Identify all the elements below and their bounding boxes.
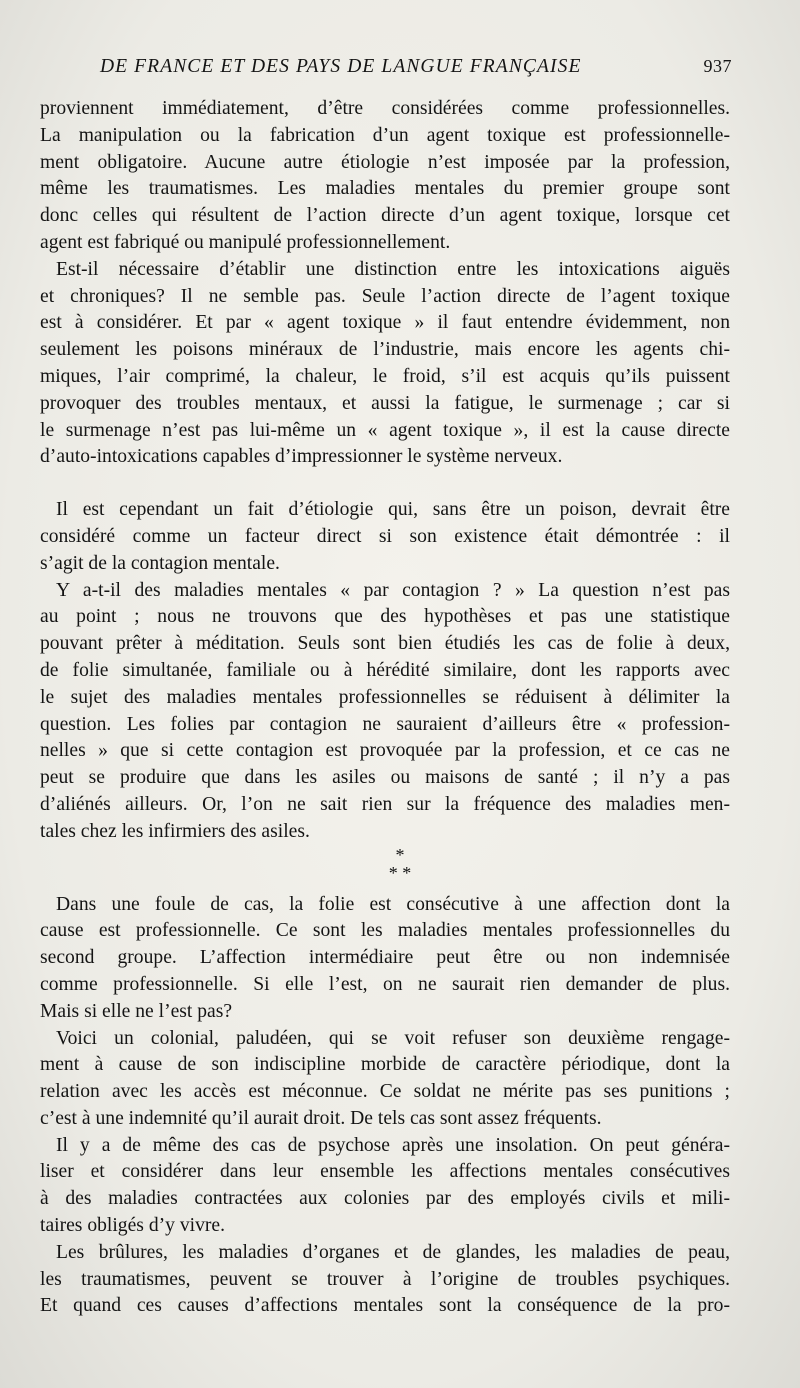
running-title: DE FRANCE ET DES PAYS DE LANGUE FRANÇAISE	[100, 56, 582, 77]
text-line: même les traumatismes. Les maladies mentales du premier groupe sont	[40, 178, 730, 200]
text-line: Et quand ces causes d’affections mentales sont la conséquence de la pro-	[40, 1295, 730, 1317]
text-line: c’est à une indemnité qu’il aurait droit. De tels cas sont assez fréquents.	[40, 1107, 602, 1129]
asterism-bottom: * *	[388, 862, 412, 883]
text-line: Il est cependant un fait d’étiologie qui, sans être un poison, devrait être	[56, 499, 730, 521]
text-line: Dans une foule de cas, la folie est consécutive à une affection dont la	[56, 893, 730, 915]
text-line: Y a-t-il des maladies mentales « par contagion ? » La question n’est pas	[56, 579, 730, 601]
text-line: tales chez les infirmiers des asiles.	[40, 820, 310, 842]
text-line: nelles » que si cette contagion est provoquée par la profession, et ce cas ne	[40, 740, 730, 762]
text-line: agent est fabriqué ou manipulé professionnellement.	[40, 231, 451, 253]
text-line: relation avec les accès est méconnue. Ce soldat ne mérite pas ses punitions ;	[40, 1081, 730, 1103]
paragraph-gap	[40, 471, 730, 497]
text-line: second groupe. L’affection intermédiaire peut être ou non indemnisée	[40, 947, 730, 969]
text-line: Est-il nécessaire d’établir une distinction entre les intoxications aiguës	[56, 258, 730, 280]
text-line: d’aliénés ailleurs. Or, l’on ne sait rien sur la fréquence des maladies men-	[40, 793, 730, 815]
paragraph	[40, 1133, 730, 1240]
text-line: provoquer des troubles mentaux, et aussi la fatigue, le surmenage ; car si	[40, 392, 730, 414]
text-line: Voici un colonial, paludéen, qui se voit refuser son deuxième rengage-	[56, 1027, 730, 1049]
paragraph	[40, 1026, 730, 1133]
text-line: Il y a de même des cas de psychose après une insolation. On peut généra-	[56, 1134, 730, 1156]
paragraph	[40, 497, 730, 577]
text-line: Les brûlures, les maladies d’organes et de glandes, les maladies de peau,	[56, 1241, 730, 1263]
text-line: et chroniques? Il ne semble pas. Seule l’action directe de l’agent toxique	[40, 285, 730, 307]
text-line: est à considérer. Et par « agent toxique » il faut entendre évidemment, non	[40, 312, 730, 334]
text-line: Mais si elle ne l’est pas?	[40, 1000, 233, 1022]
page-number: 937	[703, 56, 732, 76]
text-line: miques, l’air comprimé, la chaleur, le froid, s’il est acquis qu’ils puissent	[40, 365, 730, 387]
asterism-top: *	[395, 844, 405, 865]
text-line: de folie simultanée, familiale ou à hérédité similaire, dont les rapports avec	[40, 659, 730, 681]
text-line: ment obligatoire. Aucune autre étiologie n’est imposée par la profession,	[40, 151, 730, 173]
text-line: au point ; nous ne trouvons que des hypothèses et pas une statistique	[40, 606, 730, 628]
paragraph	[40, 257, 730, 471]
section-break-asterism	[40, 846, 730, 892]
text-line: le surmenage n’est pas lui-même un « agent toxique », il est la cause directe	[40, 419, 730, 441]
body-text	[40, 96, 730, 1320]
page-header	[94, 56, 742, 86]
text-line: considéré comme un facteur direct si son existence était démontrée : il	[40, 525, 730, 547]
text-line: taires obligés d’y vivre.	[40, 1215, 226, 1237]
text-line: peut se produire que dans les asiles ou maisons de santé ; il n’y a pas	[40, 767, 730, 789]
paragraph	[40, 892, 730, 1026]
text-line: pouvant prêter à méditation. Seuls sont bien étudiés les cas de folie à deux,	[40, 633, 730, 655]
text-line: d’auto-intoxications capables d’impressionner le système nerveux.	[40, 446, 563, 468]
text-line: question. Les folies par contagion ne sauraient d’ailleurs être « profession-	[40, 713, 730, 735]
text-line: seulement les poisons minéraux de l’industrie, mais encore les agents chi-	[40, 339, 730, 361]
paragraph	[40, 96, 730, 257]
text-line: le sujet des maladies mentales professionnelles se réduisent à délimiter la	[40, 686, 730, 708]
paragraph	[40, 578, 730, 846]
text-line: liser et considérer dans leur ensemble les affections mentales consécutives	[40, 1161, 730, 1183]
text-line: cause est professionnelle. Ce sont les maladies mentales professionnelles du	[40, 920, 730, 942]
text-line: La manipulation ou la fabrication d’un agent toxique est professionnelle-	[40, 124, 730, 146]
text-line: donc celles qui résultent de l’action directe d’un agent toxique, lorsque cet	[40, 205, 730, 227]
text-line: ment à cause de son indiscipline morbide de caractère périodique, dont la	[40, 1054, 730, 1076]
text-line: à des maladies contractées aux colonies par des employés civils et mili-	[40, 1188, 730, 1210]
text-line: proviennent immédiatement, d’être considérées comme professionnelles.	[40, 98, 730, 119]
paragraph	[40, 1240, 730, 1320]
text-line: les traumatismes, peuvent se trouver à l’origine de troubles psychiques.	[40, 1268, 730, 1290]
text-line: s’agit de la contagion mentale.	[40, 552, 280, 574]
text-line: comme professionnelle. Si elle l’est, on ne saurait rien demander de plus.	[40, 973, 730, 995]
